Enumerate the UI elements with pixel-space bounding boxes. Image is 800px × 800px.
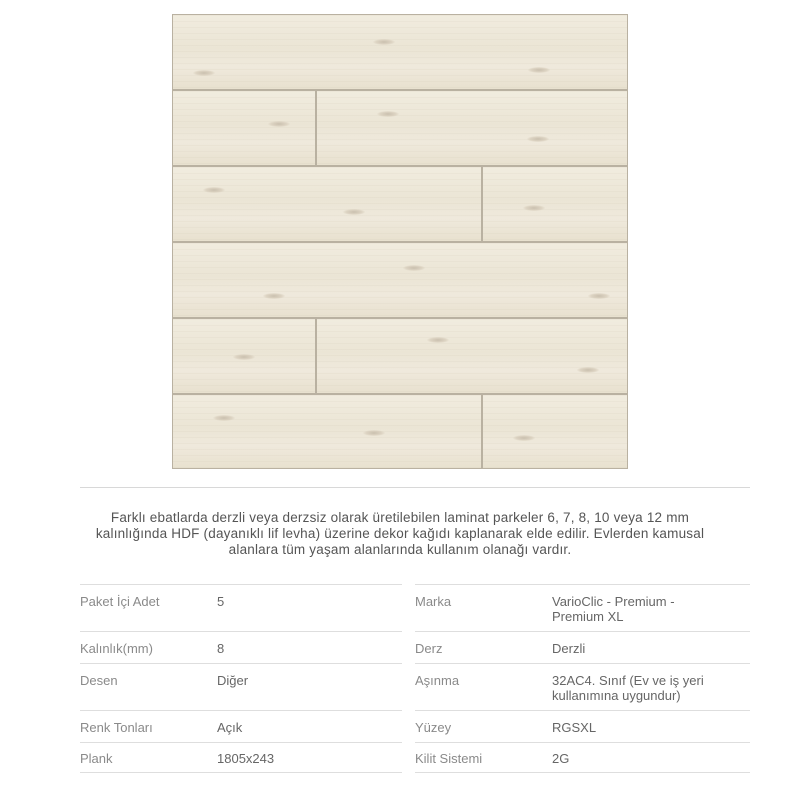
spec-row-divider (415, 663, 750, 664)
spec-row-divider (80, 631, 402, 632)
spec-label-wear: Aşınma (415, 673, 460, 688)
spec-value-color-tone: Açık (217, 720, 243, 735)
plank (172, 166, 482, 242)
spec-row-divider (415, 742, 750, 743)
product-description: Farklı ebatlarda derzli veya derzsiz olarak üretilebilen laminat parkeler 6, 7, 8, 10 veya 12 mm kalınlığında HDF (dayanıklı lif levha) üzerine dekor kağıdı kaplanarak elde edilir. Evlerden kamusal alanlara tüm yaşam alanlarında kullanım olanağı vardır. (95, 510, 705, 557)
spec-row-divider (80, 742, 402, 743)
plank (172, 318, 316, 394)
spec-value-thickness: 8 (217, 641, 225, 656)
plank (482, 166, 628, 242)
spec-value-plank: 1805x243 (217, 751, 275, 766)
spec-value-wear: 32AC4. Sınıf (Ev ve iş yeri kullanımına uygundur) (552, 673, 704, 703)
plank (482, 394, 628, 469)
spec-label-thickness: Kalınlık(mm) (80, 641, 153, 656)
spec-label-plank: Plank (80, 751, 113, 766)
spec-label-joint: Derz (415, 641, 443, 656)
spec-value-brand: VarioClic - Premium - Premium XL (552, 594, 675, 624)
spec-label-brand: Marka (415, 594, 452, 609)
spec-value-lock-system: 2G (552, 751, 570, 766)
spec-row-divider (415, 631, 750, 632)
spec-label-pattern: Desen (80, 673, 118, 688)
spec-label-surface: Yüzey (415, 720, 452, 735)
spec-value-surface: RGSXL (552, 720, 597, 735)
plank (316, 318, 628, 394)
plank (316, 90, 628, 166)
spec-row-divider (80, 663, 402, 664)
spec-value-pattern: Diğer (217, 673, 249, 688)
product-image (172, 14, 628, 469)
spec-value-joint: Derzli (552, 641, 586, 656)
plank (172, 90, 316, 166)
spec-row-divider (80, 710, 402, 711)
spec-row-divider (415, 710, 750, 711)
spec-row-divider (415, 772, 750, 773)
divider (80, 487, 750, 488)
spec-value-package-count: 5 (217, 594, 225, 609)
spec-row-divider (415, 584, 750, 585)
plank (172, 394, 482, 469)
spec-label-package-count: Paket İçi Adet (80, 594, 160, 609)
spec-label-lock-system: Kilit Sistemi (415, 751, 483, 766)
spec-row-divider (80, 772, 402, 773)
spec-label-color-tone: Renk Tonları (80, 720, 153, 735)
plank (172, 14, 628, 90)
plank (172, 242, 628, 318)
spec-row-divider (80, 584, 402, 585)
